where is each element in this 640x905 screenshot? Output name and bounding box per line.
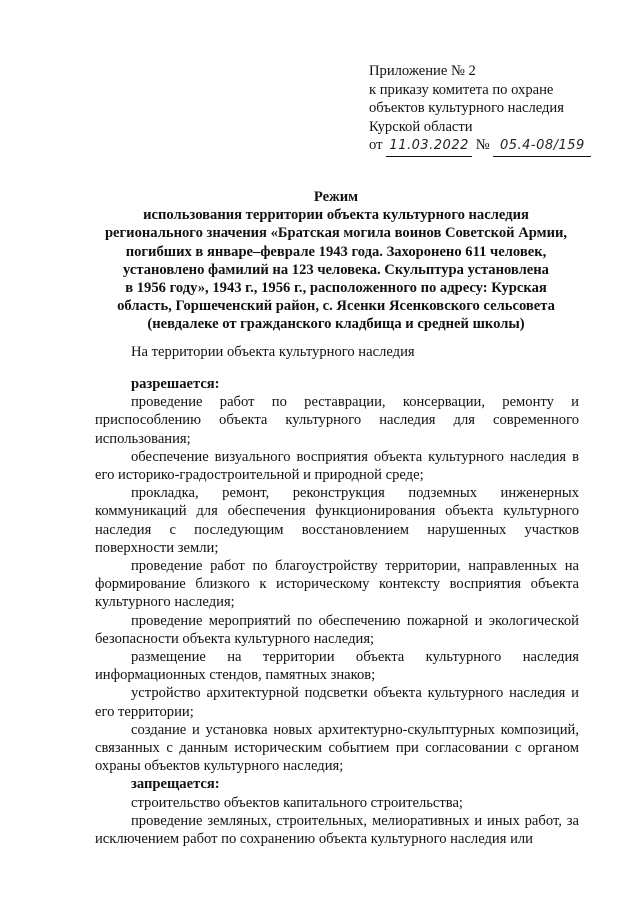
title-line: (невдалеке от гражданского кладбища и средней школы) xyxy=(147,316,525,333)
title-line: погибших в январе–феврале 1943 года. Захоронено 611 человек, xyxy=(125,243,547,260)
appendix-number: Приложение № 2 xyxy=(369,63,476,79)
number-label: № xyxy=(475,137,490,153)
allowed-item: размещение на территории объекта культурного наследия информационных стендов, памятных знаков; xyxy=(95,649,579,684)
title-line: область, Горшеченский район, с. Ясенки Ясенковского сельсовета xyxy=(117,298,555,315)
allowed-item: создание и установка новых архитектурно-скульптурных композиций, связанных с данным историческим событием при согласовании с органом охраны объектов культурного наследия; xyxy=(95,721,579,775)
appendix-committee-line: объектов культурного наследия xyxy=(369,100,564,116)
appendix-header xyxy=(369,62,619,157)
intro-text: На территории объекта культурного наследия xyxy=(131,344,415,360)
date-prefix: от xyxy=(369,137,383,153)
forbidden-item: строительство объектов капитального строительства; xyxy=(131,794,463,811)
appendix-order-line: к приказу комитета по охране xyxy=(369,81,554,98)
appendix-region-line: Курской области xyxy=(369,118,473,135)
allowed-item: проведение работ по благоустройству территории, направленных на формирование близкого к историческому контексту восприятия объекта культурного наследия; xyxy=(95,558,579,611)
title-heading: Режим xyxy=(313,189,359,205)
allowed-item: обеспечение визуального восприятия объекта культурного наследия в его историко-градостроительной и природной среде; xyxy=(95,448,579,484)
appendix-date-line xyxy=(369,136,619,157)
allowed-heading: разрешается: xyxy=(131,376,220,392)
title-line: установлено фамилий на 123 человека. Скульптура установлена xyxy=(123,261,549,278)
title-line: в 1956 году», 1943 г., 1956 г., расположенного по адресу: Курская xyxy=(125,280,547,297)
regime-rules xyxy=(95,375,579,848)
intro-paragraph xyxy=(95,343,579,361)
handwritten-date: 11.03.2022 xyxy=(389,138,469,153)
title-line: использования территории объекта культурного наследия xyxy=(143,207,529,224)
title-line: регионального значения «Братская могила воинов Советской Армии, xyxy=(104,225,568,242)
forbidden-item: проведение земляных, строительных, мелиоративных и иных работ, за исключением работ по сохранению объекта культурного наследия или xyxy=(95,812,579,848)
document-title xyxy=(96,188,576,334)
allowed-item: прокладка, ремонт, реконструкция подземных инженерных коммуникаций для обеспечения функционирования объекта культурного наследия с последующим восстановлением нарушенных участков поверхности земли; xyxy=(95,485,579,556)
allowed-item: проведение работ по реставрации, консервации, ремонту и приспособлению объекта культурного наследия для современного использования; xyxy=(95,394,579,447)
forbidden-heading: запрещается: xyxy=(131,776,220,793)
allowed-item: проведение мероприятий по обеспечению пожарной и экологической безопасности объекта культурного наследия; xyxy=(95,612,579,647)
handwritten-number: 05.4-08/159 xyxy=(499,138,585,153)
allowed-item: устройство архитектурной подсветки объекта культурного наследия и его территории; xyxy=(95,685,579,720)
